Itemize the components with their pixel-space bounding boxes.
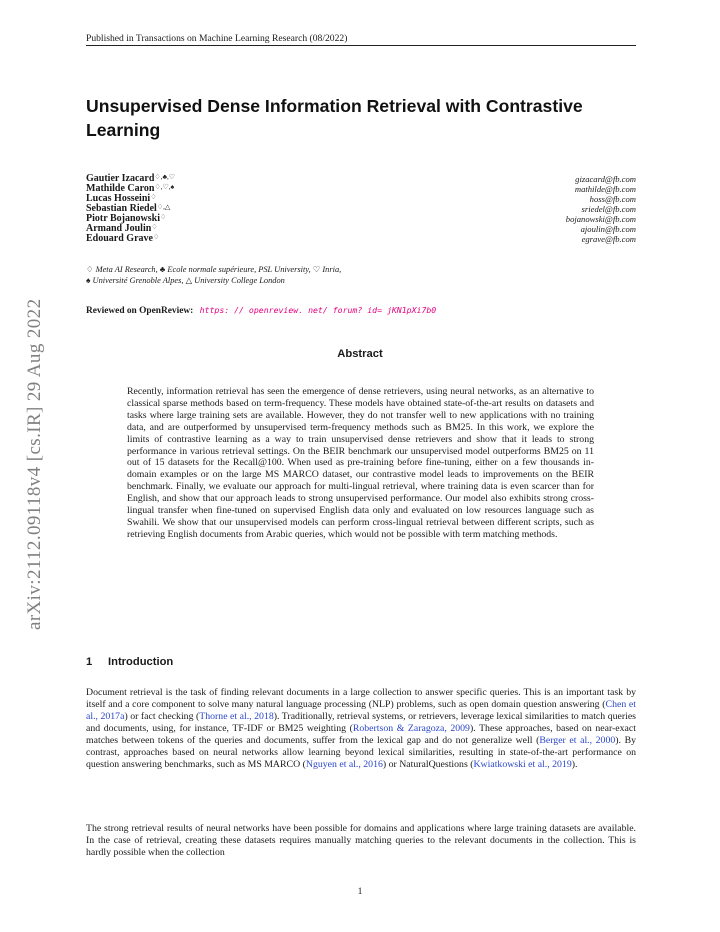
affiliation-text: Université Grenoble Alpes, (90, 276, 186, 285)
author-name: Gautier Izacard♢,♣,♡ (86, 173, 176, 184)
abstract-heading: Abstract (337, 348, 383, 360)
paragraph-text: ) or fact checking ( (124, 711, 200, 722)
author-row (86, 234, 636, 244)
affiliation-marks: ♢ (150, 193, 157, 201)
affiliation-text: Inria, (320, 265, 342, 274)
affiliation-marks: ♢,♣,♡ (154, 173, 176, 181)
page-number: 1 (357, 886, 363, 897)
affiliation-line (86, 275, 506, 286)
header-rule (86, 45, 636, 46)
review-line (86, 305, 436, 316)
affiliation-line (86, 264, 506, 275)
author-row (86, 224, 636, 234)
affiliation-marks: ♢ (151, 223, 158, 231)
section-title: Introduction (108, 656, 174, 668)
author-row (86, 214, 636, 224)
citation-link[interactable]: Kwiatkowski et al., 2019 (473, 759, 572, 770)
affiliation-symbol: ♢ (86, 265, 94, 274)
author-name: Sebastian Riedel♢,△ (86, 203, 171, 214)
section-heading (86, 656, 173, 668)
author-row (86, 204, 636, 214)
paragraph-text: ). (571, 759, 578, 770)
affiliation-text: University College London (192, 276, 285, 285)
affiliation-text: Ecole normale supérieure, PSL University, (165, 265, 313, 274)
citation-link[interactable]: Chen et al., 2017a (86, 699, 636, 722)
paragraph-text: ). Traditionally, retrieval systems, or retrievers, leverage lexical similarities to match queries and documents, using, for instance, TF-IDF or BM25 weighting ( (86, 711, 636, 734)
author-name: Edouard Grave♢ (86, 233, 160, 244)
paragraph-text: Document retrieval is the task of finding relevant documents in a large collection to answer specific queries. This is an important task by itself and a core component to solve many natural language processing (NLP) problems, such as open domain question answering ( (86, 687, 636, 710)
author-email[interactable]: gizacard@fb.com (575, 174, 636, 184)
paper-title: Unsupervised Dense Information Retrieval with Contrastive Learning (86, 96, 583, 140)
affiliation-marks: ♢,♡,♠ (154, 183, 175, 191)
author-email[interactable]: ajoulin@fb.com (580, 224, 636, 234)
author-email[interactable]: hoss@fb.com (589, 194, 636, 204)
author-name: Piotr Bojanowski♢ (86, 213, 167, 224)
journal-header: Published in Transactions on Machine Learning Research (08/2022) (86, 33, 348, 44)
paragraph-text: ). These approaches, based on near-exact matches between tokens of the queries and documents, suffer from the lexical gap and do not generalize well ( (86, 723, 636, 746)
citation-link[interactable]: Thorne et al., 2018 (199, 711, 274, 722)
author-list (86, 174, 636, 244)
author-email[interactable]: sriedel@fb.com (581, 204, 636, 214)
affiliations (86, 264, 506, 286)
affiliation-marks: ♢,△ (156, 203, 171, 211)
affiliation-marks: ♢ (160, 213, 167, 221)
paragraph-text: ) or NaturalQuestions ( (382, 759, 474, 770)
section-number: 1 (86, 656, 93, 668)
review-label: Reviewed on OpenReview: (86, 306, 194, 316)
intro-paragraph: The strong retrieval results of neural networks have been possible for domains and applications where large training datasets are available. In the case of retrieval, creating these datasets requires manually matching queries to the relevant documents in the collection. This is hardly possible when the collection (86, 823, 636, 858)
author-email[interactable]: egrave@fb.com (581, 234, 636, 244)
author-name: Armand Joulin♢ (86, 223, 158, 234)
author-email[interactable]: mathilde@fb.com (574, 184, 636, 194)
citation-link[interactable]: Nguyen et al., 2016 (305, 759, 383, 770)
affiliation-text: Meta AI Research, (93, 265, 160, 274)
author-name: Mathilde Caron♢,♡,♠ (86, 183, 175, 194)
arxiv-stamp: arXiv:2112.09118v4 [cs.IR] 29 Aug 2022 (24, 298, 45, 630)
author-row (86, 184, 636, 194)
openreview-link[interactable]: https: // openreview. net/ forum? id= jKN1pXi7b0 (199, 305, 437, 315)
author-email[interactable]: bojanowski@fb.com (565, 214, 636, 224)
affiliation-symbol: ♠ (86, 276, 91, 285)
paragraph-text: ). By contrast, approaches based on neural networks allow learning beyond lexical similarities, resulting in state-of-the-art performance on question answering benchmarks, such as MS MARCO ( (86, 735, 637, 770)
affiliation-marks: ♢ (152, 233, 160, 241)
citation-link[interactable]: Robertson & Zaragoza, 2009 (352, 723, 470, 734)
affiliation-symbol: ♣ (159, 265, 166, 274)
author-name: Lucas Hosseini♢ (86, 193, 157, 204)
affiliation-symbol: △ (185, 276, 193, 285)
citation-link[interactable]: Berger et al., 2000 (539, 735, 616, 746)
affiliation-symbol: ♡ (312, 265, 321, 274)
abstract-text: Recently, information retrieval has seen the emergence of dense retrievers, using neural networks, as an alternative to classical sparse methods based on term-frequency. These models have obtained state-of-the-art results on datasets and tasks where large training sets are available. However, they do not transfer well to new applications with no training data, and are outperformed by unsupervised term-frequency methods such as BM25. In this work, we explore the limits of contrastive learning as a way to train unsupervised dense retrievers and show that it leads to strong performance in various retrieval settings. On the BEIR benchmark our unsupervised model outperforms BM25 on 11 out of 15 datasets for the Recall@100. When used as pre-training before fine-tuning, either on a few thousands in-domain examples or on the large MS MARCO dataset, our contrastive model leads to improvements on the BEIR benchmark. Finally, we evaluate our approach for multi-lingual retrieval, where training data is even scarcer than for English, and show that our approach leads to strong unsupervised performance. Our model also exhibits strong cross-lingual transfer when fine-tuned on supervised English data only and evaluated on low resources language such as Swahili. We show that our unsupervised models can perform cross-lingual retrieval between different scripts, such as retrieving English documents from Arabic queries, which would not be possible with term matching methods. (127, 386, 594, 540)
intro-paragraph (86, 687, 636, 771)
